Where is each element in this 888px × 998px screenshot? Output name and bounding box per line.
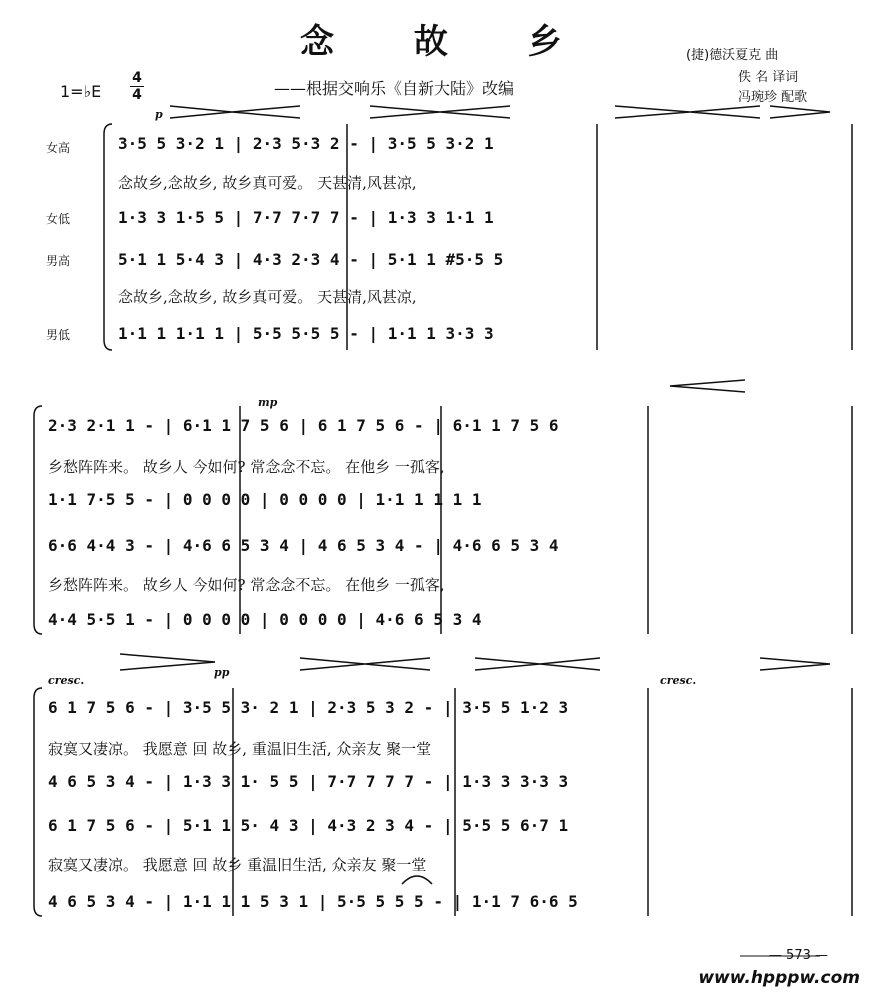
voice-label-alto: 女低: [46, 212, 71, 226]
hairpin-diminuendo: [440, 106, 510, 118]
alto-line: 1·3 3 1·5 5 | 7·7 7·7 7 - | 1·3 3 1·1 1: [118, 208, 494, 227]
page-number: — 573 —: [768, 948, 828, 963]
soprano-line: 3·5 5 3·2 1 | 2·3 5·3 2 - | 3·5 5 3·2 1: [118, 134, 494, 153]
system-bracket: [104, 124, 112, 350]
dynamic-marking: pp: [214, 666, 230, 679]
lyric-line: 乡愁阵阵来。 故乡人 今如何? 常念念不忘。 在他乡 一孤客,: [48, 576, 445, 594]
lyric-line: 乡愁阵阵来。 故乡人 今如何? 常念念不忘。 在他乡 一孤客,: [48, 458, 445, 476]
dynamic-marking: cresc.: [48, 674, 85, 687]
key-signature: 1=♭E: [60, 82, 102, 101]
soprano-line: 2·3 2·1 1 - | 6·1 1 7 5 6 | 6 1 7 5 6 - | 6·1 1 7 5 6: [48, 416, 559, 435]
hairpin-diminuendo: [232, 106, 300, 118]
tenor-line: 6·6 4·4 3 - | 4·6 6 5 3 4 | 4 6 5 3 4 - | 4·6 6 5 3 4: [48, 536, 559, 555]
lyric-line: 念故乡,念故乡, 故乡真可爱。 天甚清,风甚凉,: [118, 174, 417, 192]
credit-arranger: 冯琬珍 配歌: [738, 90, 808, 105]
system-bracket: [34, 406, 42, 634]
bass-line: 1·1 1 1·1 1 | 5·5 5·5 5 - | 1·1 1 3·3 3: [118, 324, 494, 343]
tenor-line: 5·1 1 5·4 3 | 4·3 2·3 4 - | 5·1 1 #5·5 5: [118, 250, 504, 269]
hairpin-crescendo: [475, 658, 540, 670]
dynamic-marking: p: [155, 108, 163, 121]
bass-line: 4 6 5 3 4 - | 1·1 1 1 5 3 1 | 5·5 5 5 5 - | 1·1 7 6·6 5: [48, 892, 578, 911]
bass-line: 4·4 5·5 1 - | 0 0 0 0 | 0 0 0 0 | 4·6 6 5 3 4: [48, 610, 482, 629]
hairpin-crescendo: [370, 106, 440, 118]
hairpin-crescendo: [120, 654, 215, 670]
hairpin-crescendo: [300, 658, 365, 670]
hairpin-crescendo: [615, 106, 690, 118]
lyric-line: 寂寞又凄凉。 我愿意 回 故乡 重温旧生活, 众亲友 聚一堂: [48, 856, 427, 874]
system-bracket: [34, 688, 42, 916]
alto-line: 4 6 5 3 4 - | 1·3 3 1· 5 5 | 7·7 7 7 7 - | 1·3 3 3·3 3: [48, 772, 569, 791]
hairpin-diminuendo: [365, 658, 430, 670]
voice-label-tenor: 男高: [46, 254, 71, 268]
website-watermark: www.hpppw.com: [698, 968, 860, 988]
page-title: 念 故 乡: [300, 22, 596, 62]
dynamic-marking: cresc.: [660, 674, 697, 687]
dynamic-marking: mp: [258, 396, 278, 409]
credit-composer: (捷)德沃夏克 曲: [686, 48, 779, 63]
lyric-line: 寂寞又凄凉。 我愿意 回 故乡, 重温旧生活, 众亲友 聚一堂: [48, 740, 432, 758]
credit-lyricist: 佚 名 译词: [738, 70, 799, 85]
soprano-line: 6 1 7 5 6 - | 3·5 5 3· 2 1 | 2·3 5 3 2 - | 3·5 5 1·2 3: [48, 698, 569, 717]
slur: [402, 876, 432, 884]
hairpin-diminuendo: [540, 658, 600, 670]
hairpin-crescendo: [760, 658, 830, 670]
tenor-line: 6 1 7 5 6 - | 5·1 1 5· 4 3 | 4·3 2 3 4 - | 5·5 5 6·7 1: [48, 816, 569, 835]
voice-label-bass: 男低: [46, 328, 71, 342]
alto-line: 1·1 7·5 5 - | 0 0 0 0 | 0 0 0 0 | 1·1 1 1 1 1: [48, 490, 482, 509]
time-signature-top: 4: [132, 70, 142, 86]
hairpin-crescendo: [170, 106, 232, 118]
hairpin-crescendo: [670, 380, 745, 392]
lyric-line: 念故乡,念故乡, 故乡真可爱。 天甚清,风甚凉,: [118, 288, 417, 306]
hairpin-crescendo: [770, 106, 830, 118]
voice-label-soprano: 女高: [46, 141, 71, 155]
subtitle: ——根据交响乐《自新大陆》改编: [274, 79, 515, 98]
hairpin-diminuendo: [690, 106, 760, 118]
time-signature-bottom: 4: [132, 87, 142, 103]
